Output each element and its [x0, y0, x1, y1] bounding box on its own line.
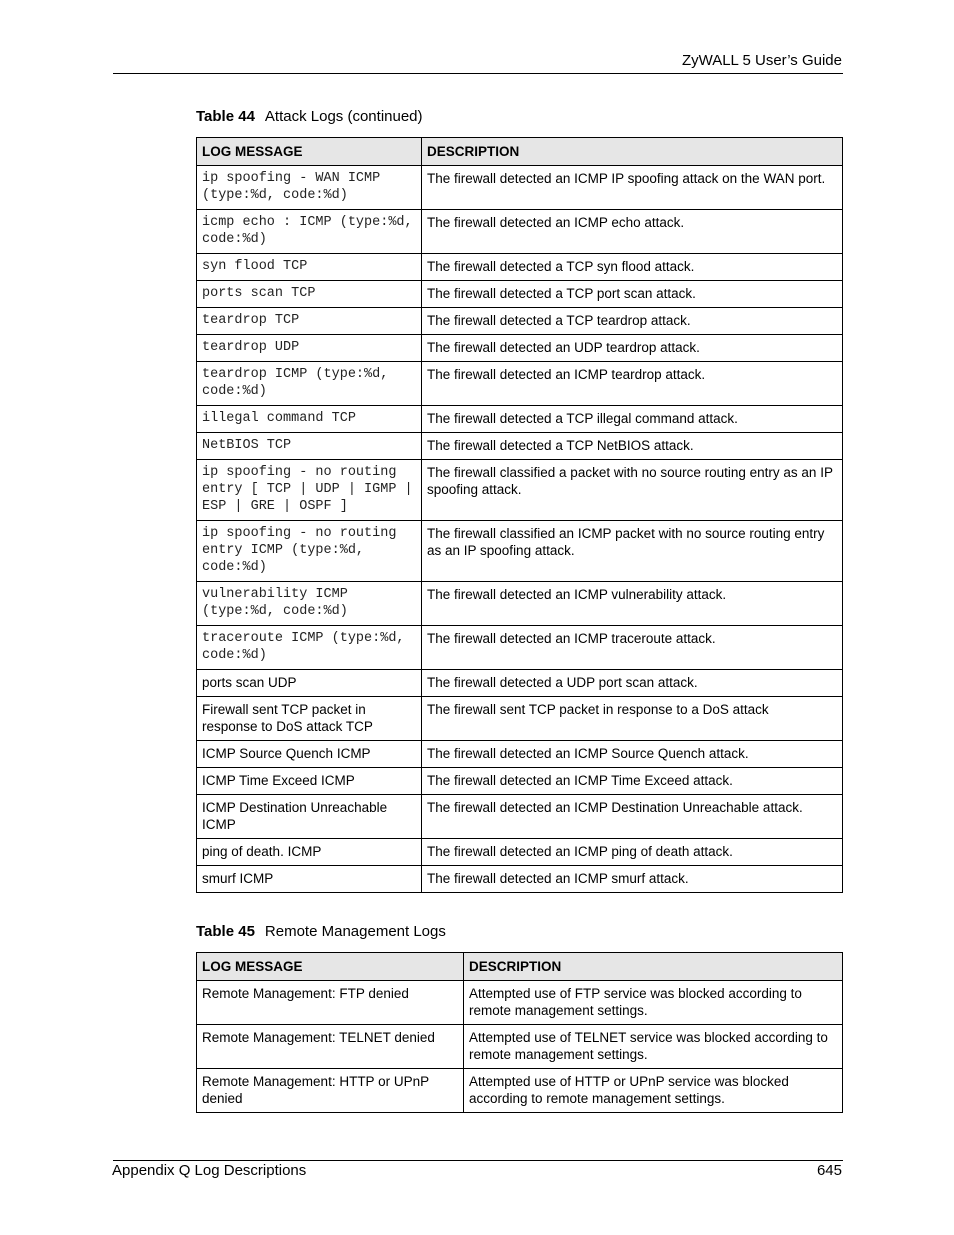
description-cell: The firewall detected an ICMP traceroute attack.: [422, 626, 843, 670]
description-cell: The firewall detected a TCP NetBIOS attack.: [422, 433, 843, 460]
log-message-cell: ip spoofing - WAN ICMP (type:%d, code:%d): [197, 166, 422, 210]
page-number: 645: [816, 1162, 842, 1179]
log-message-cell: icmp echo : ICMP (type:%d, code:%d): [197, 210, 422, 254]
column-header-log-message: LOG MESSAGE: [197, 138, 422, 166]
log-message-cell: NetBIOS TCP: [197, 433, 422, 460]
table-row: [197, 866, 843, 893]
description-cell: The firewall detected an ICMP echo attack.: [422, 210, 843, 254]
log-message-cell: ip spoofing - no routing entry [ TCP | UDP | IGMP | ESP | GRE | OSPF ]: [197, 460, 422, 521]
log-message-cell: syn flood TCP: [197, 254, 422, 281]
attack-logs-table: [196, 137, 843, 893]
description-cell: Attempted use of HTTP or UPnP service was blocked according to remote management settings.: [464, 1069, 843, 1113]
description-cell: The firewall detected an UDP teardrop attack.: [422, 335, 843, 362]
description-cell: The firewall detected a TCP syn flood attack.: [422, 254, 843, 281]
log-message-cell: ip spoofing - no routing entry ICMP (type:%d, code:%d): [197, 521, 422, 582]
description-cell: The firewall detected an ICMP Time Exceed attack.: [422, 768, 843, 795]
log-message-cell: ICMP Time Exceed ICMP: [197, 768, 422, 795]
table-row: [197, 362, 843, 406]
log-message-cell: ping of death. ICMP: [197, 839, 422, 866]
table-row: [197, 1069, 843, 1113]
log-message-cell: smurf ICMP: [197, 866, 422, 893]
description-cell: The firewall detected an ICMP IP spoofing attack on the WAN port.: [422, 166, 843, 210]
column-header-description: DESCRIPTION: [464, 953, 843, 981]
description-cell: The firewall detected a TCP teardrop attack.: [422, 308, 843, 335]
log-message-cell: teardrop ICMP (type:%d, code:%d): [197, 362, 422, 406]
log-message-cell: vulnerability ICMP (type:%d, code:%d): [197, 582, 422, 626]
header-divider: [113, 73, 843, 74]
remote-management-logs-table: [196, 952, 843, 1113]
table-row: [197, 582, 843, 626]
log-message-cell: teardrop TCP: [197, 308, 422, 335]
table-44-label: Table 44: [196, 108, 255, 125]
table-row: [197, 981, 843, 1025]
description-cell: The firewall classified a packet with no source routing entry as an IP spoofing attack.: [422, 460, 843, 521]
table-row: [197, 1025, 843, 1069]
table-row: [197, 670, 843, 697]
table-row: [197, 335, 843, 362]
log-message-cell: ports scan TCP: [197, 281, 422, 308]
log-message-cell: ICMP Destination Unreachable ICMP: [197, 795, 422, 839]
table-row: [197, 839, 843, 866]
description-cell: The firewall detected a TCP port scan attack.: [422, 281, 843, 308]
column-header-log-message: LOG MESSAGE: [197, 953, 464, 981]
table-row: [197, 210, 843, 254]
table-44-title: Attack Logs (continued): [264, 108, 423, 125]
table-row: [197, 460, 843, 521]
log-message-cell: Firewall sent TCP packet in response to DoS attack TCP: [197, 697, 422, 741]
table-row: [197, 626, 843, 670]
table-row: [197, 697, 843, 741]
table-row: [197, 308, 843, 335]
description-cell: Attempted use of TELNET service was blocked according to remote management settings.: [464, 1025, 843, 1069]
description-cell: The firewall detected an ICMP Destination Unreachable attack.: [422, 795, 843, 839]
description-cell: The firewall detected an ICMP teardrop attack.: [422, 362, 843, 406]
table-row: [197, 281, 843, 308]
log-message-cell: traceroute ICMP (type:%d, code:%d): [197, 626, 422, 670]
description-cell: The firewall detected a TCP illegal command attack.: [422, 406, 843, 433]
log-message-cell: ICMP Source Quench ICMP: [197, 741, 422, 768]
log-message-cell: Remote Management: HTTP or UPnP denied: [197, 1069, 464, 1113]
description-cell: The firewall detected an ICMP vulnerability attack.: [422, 582, 843, 626]
log-message-cell: Remote Management: FTP denied: [197, 981, 464, 1025]
table-45-caption: [196, 923, 446, 940]
table-row: [197, 433, 843, 460]
table-row: [197, 521, 843, 582]
table-row: [197, 741, 843, 768]
description-cell: The firewall detected an ICMP Source Quench attack.: [422, 741, 843, 768]
table-row: [197, 795, 843, 839]
table-row: [197, 768, 843, 795]
table-row: [197, 254, 843, 281]
footer-divider: [113, 1160, 843, 1161]
table-45-label: Table 45: [196, 923, 255, 940]
log-message-cell: illegal command TCP: [197, 406, 422, 433]
description-cell: The firewall detected a UDP port scan attack.: [422, 670, 843, 697]
column-header-description: DESCRIPTION: [422, 138, 843, 166]
page-header-title: ZyWALL 5 User’s Guide: [681, 52, 842, 69]
description-cell: The firewall sent TCP packet in response to a DoS attack: [422, 697, 843, 741]
table-header-row: [197, 138, 843, 166]
table-45-title: Remote Management Logs: [264, 923, 446, 940]
table-44-caption: [196, 108, 423, 125]
description-cell: The firewall detected an ICMP ping of death attack.: [422, 839, 843, 866]
log-message-cell: ports scan UDP: [197, 670, 422, 697]
table-row: [197, 406, 843, 433]
description-cell: The firewall classified an ICMP packet with no source routing entry as an IP spoofing attack.: [422, 521, 843, 582]
log-message-cell: teardrop UDP: [197, 335, 422, 362]
table-header-row: [197, 953, 843, 981]
description-cell: Attempted use of FTP service was blocked according to remote management settings.: [464, 981, 843, 1025]
description-cell: The firewall detected an ICMP smurf attack.: [422, 866, 843, 893]
log-message-cell: Remote Management: TELNET denied: [197, 1025, 464, 1069]
table-row: [197, 166, 843, 210]
footer-section-title: Appendix Q Log Descriptions: [112, 1162, 307, 1179]
